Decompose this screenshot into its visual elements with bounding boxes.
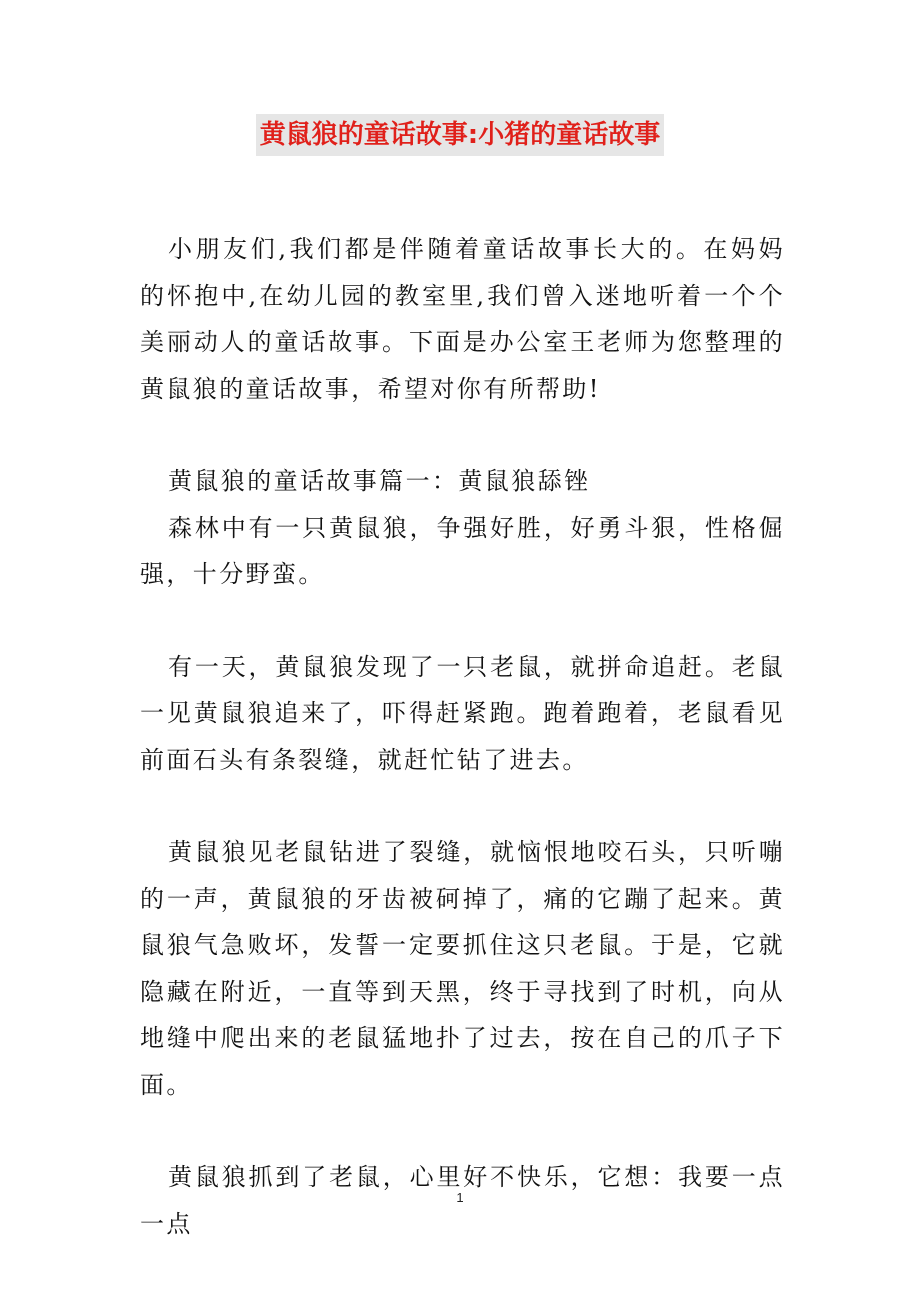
paragraph-gap xyxy=(140,412,785,458)
section-heading: 黄鼠狼的童话故事篇一：黄鼠狼舔锉 xyxy=(168,467,591,495)
paragraph-story-3: 黄鼠狼见老鼠钻进了裂缝，就恼恨地咬石头，只听嘣的一声，黄鼠狼的牙齿被砢掉了，痛的它蹦了起来。黄鼠狼气急败坏，发誓一定要抓住这只老鼠。于是，它就隐藏在附近，一直等到天黑，终于寻找到了时机，向从地缝中爬出来的老鼠猛地扑了过去，按在自己的爪子下面。 xyxy=(140,838,785,1099)
document-body xyxy=(140,226,785,1247)
paragraph-story-4: 黄鼠狼抓到了老鼠，心里好不快乐，它想：我要一点一点 xyxy=(140,1163,785,1238)
paragraph-intro: 小朋友们,我们都是伴随着童话故事长大的。在妈妈的怀抱中,在幼儿园的教室里,我们曾入迷地听着一个个美丽动人的童话故事。下面是办公室王老师为您整理的黄鼠狼的童话故事，希望对你有所帮助! xyxy=(140,235,785,403)
paragraph-story-1: 森林中有一只黄鼠狼，争强好胜，好勇斗狠，性格倔强，十分野蛮。 xyxy=(140,513,785,588)
paragraph-gap xyxy=(140,783,785,829)
paragraph-gap xyxy=(140,1108,785,1154)
document-title: 黄鼠狼的童话故事:小猪的童话故事 xyxy=(256,114,664,156)
paragraph-gap xyxy=(140,598,785,644)
title-container xyxy=(0,114,920,156)
page-number: 1 xyxy=(456,1190,464,1205)
paragraph-story-2: 有一天，黄鼠狼发现了一只老鼠，就拼命追赶。老鼠一见黄鼠狼追来了，吓得赶紧跑。跑着跑着，老鼠看见前面石头有条裂缝，就赶忙钻了进去。 xyxy=(140,652,785,774)
